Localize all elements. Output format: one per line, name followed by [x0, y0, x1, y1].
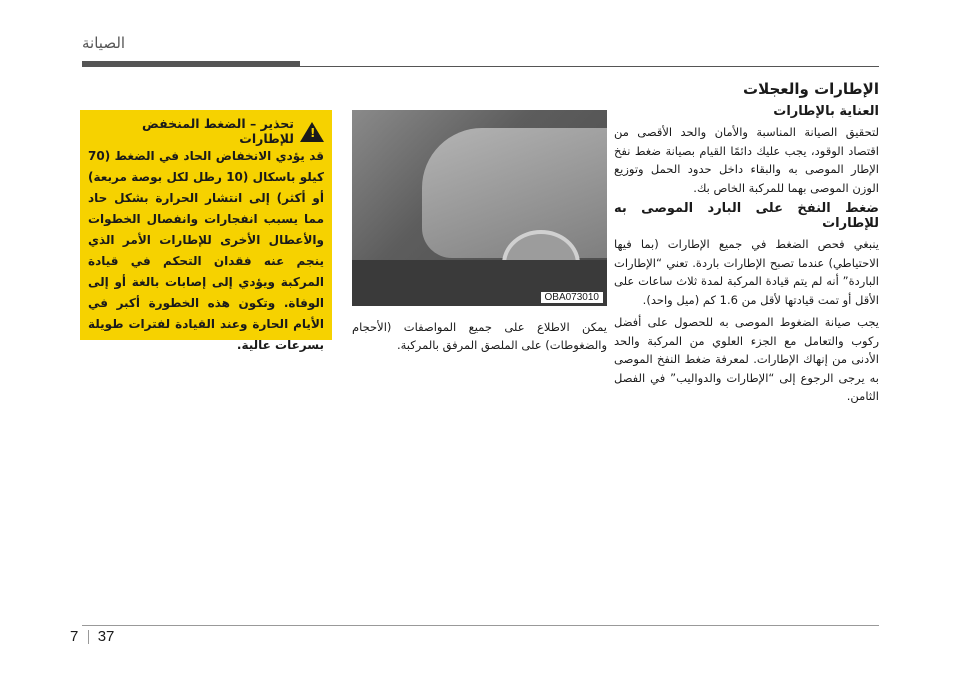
paragraph-cold-pressure: ينبغي فحص الضغط في جميع الإطارات (بما فيها الاحتياطي) عندما تصبح الإطارات باردة. تعني “الإطارات الباردة” أنه لم يتم قيادة المركبة لمدة ثلاث ساعات على الأقل أو تمت قيادتها لأقل من 1.6 كم (ميل واحد). [614, 237, 879, 307]
footer-page-number [70, 628, 114, 645]
subsection-title-tire-care: العناية بالإطارات [773, 104, 879, 119]
section-title: الإطارات والعجلات [743, 80, 879, 98]
figure-label: OBA073010 [541, 292, 604, 303]
paragraph-recommended-pressure: يجب صيانة الضغوط الموصى به للحصول على أفضل ركوب والتعامل مع الجزء العلوي من المركبة والحد الأدنى من إنهاك الإطارات. لمعرفة ضغط النفخ الموصى به يرجى الرجوع إلى “الإطارات والدواليب” في الفصل الثامن. [614, 315, 879, 403]
warning-triangle-icon: ! [300, 122, 324, 142]
chapter-number: 7 [70, 628, 79, 645]
warning-title: تحذير – الضغط المنخفض للإطارات [142, 116, 294, 146]
figure-caption: يمكن الاطلاع على جميع المواصفات (الأحجام والضغوطات) على الملصق المرفق بالمركبة. [352, 320, 607, 352]
main-text-column [614, 80, 879, 410]
header-rule [82, 66, 879, 67]
page-number: 37 [97, 628, 115, 645]
tire-label-photo [352, 110, 607, 306]
warning-box [80, 110, 332, 352]
header-title: الصيانة [82, 34, 126, 52]
footer-divider [88, 630, 89, 644]
paragraph-tire-care: لتحقيق الصيانة المناسبة والأمان والحد الأقصى من اقتصاد الوقود، يجب عليك دائمًا القيام بصيانة ضغط نفخ الإطار الموصى به والبقاء داخل حدود الحمل وتوزيع الوزن الموصى بهما للمركبة الخاص بك. [614, 125, 879, 195]
subsection-title-cold-pressure: ضغط النفخ على البارد الموصى به للإطارات [614, 201, 879, 231]
warning-body: قد يؤدي الانخفاض الحاد في الضغط (70 كيلو باسكال (10 رطل لكل بوصة مربعة) أو أكثر) إلى انتشار الحرارة بشكل حاد مما يسبب انفجارات وانفصال الخطوات والأعطال الأخرى للإطارات الأمر الذي ينجم عنه فقدان التحكم في قيادة المركبة ويؤدي إلى إصابات بالغة أو إلى الوفاة. وتكون هذه الخطورة أكبر في الأيام الحارة وعند القيادة لفترات طويلة بسرعات عالية. [88, 149, 324, 352]
warning-header [88, 118, 324, 144]
footer-rule [82, 625, 879, 626]
